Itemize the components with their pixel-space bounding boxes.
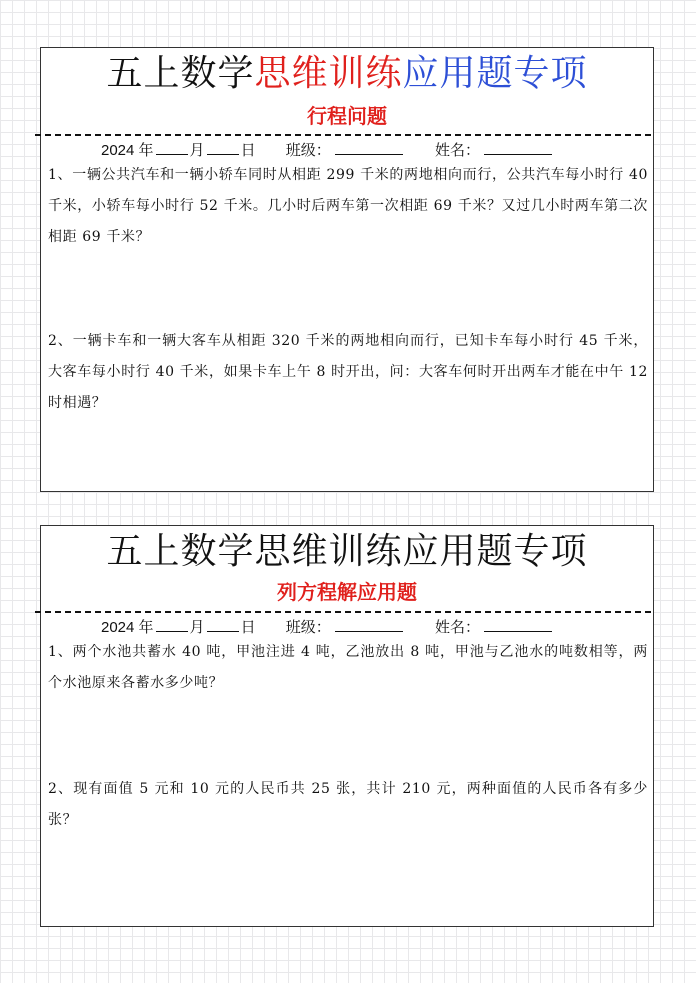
month-label: 月 bbox=[189, 619, 205, 636]
name-blank[interactable] bbox=[484, 140, 552, 155]
name-label: 姓名： bbox=[434, 142, 480, 159]
year-label: 2024 年 bbox=[101, 142, 154, 159]
worksheet-subtitle: 列方程解应用题 bbox=[277, 580, 417, 604]
day-blank[interactable] bbox=[207, 140, 239, 155]
day-blank[interactable] bbox=[207, 617, 239, 632]
dashed-divider bbox=[35, 134, 651, 136]
worksheet-title: 五上数学思维训练应用题专项 bbox=[106, 531, 588, 572]
month-label: 月 bbox=[189, 142, 205, 159]
worksheet-subtitle: 行程问题 bbox=[307, 104, 387, 128]
year-label: 2024 年 bbox=[101, 619, 154, 636]
class-blank[interactable] bbox=[335, 617, 403, 632]
question-2: 2、一辆卡车和一辆大客车从相距 320 千米的两地相向而行，已知卡车每小时行 45 千米，大客车每小时行 40 千米，如果卡车上午 8 时开出，问：大客车何时开出两车才能在中午 12 时相遇？ bbox=[48, 333, 648, 411]
question-1: 1、一辆公共汽车和一辆小轿车同时从相距 299 千米的两地相向而行，公共汽车每小时行 40 千米，小轿车每小时行 52 千米。几小时后两车第一次相距 69 千米？又过几小时两车第二次相距 69 千米？ bbox=[48, 167, 648, 245]
name-label: 姓名： bbox=[434, 619, 480, 636]
name-blank[interactable] bbox=[484, 617, 552, 632]
day-label: 日 bbox=[240, 619, 256, 636]
title-part-1: 五上数学 bbox=[106, 53, 255, 94]
class-blank[interactable] bbox=[335, 140, 403, 155]
worksheet-card-equations bbox=[40, 525, 654, 927]
title-part-2: 思维训练 bbox=[254, 53, 403, 94]
class-label: 班级： bbox=[285, 142, 331, 159]
class-label: 班级： bbox=[285, 619, 331, 636]
worksheet-title bbox=[41, 52, 653, 96]
title-part-3: 应用题专项 bbox=[402, 53, 588, 94]
student-info-row bbox=[101, 616, 552, 637]
month-blank[interactable] bbox=[156, 140, 188, 155]
worksheet-card-travel bbox=[40, 47, 654, 492]
question-2: 2、现有面值 5 元和 10 元的人民币共 25 张，共计 210 元，两种面值的人民币各有多少张？ bbox=[48, 781, 648, 828]
day-label: 日 bbox=[240, 142, 256, 159]
question-1: 1、两个水池共蓄水 40 吨，甲池注进 4 吨，乙池放出 8 吨，甲池与乙池水的吨数相等，两个水池原来各蓄水多少吨？ bbox=[48, 644, 648, 691]
month-blank[interactable] bbox=[156, 617, 188, 632]
dashed-divider bbox=[35, 611, 651, 613]
student-info-row bbox=[101, 139, 552, 160]
